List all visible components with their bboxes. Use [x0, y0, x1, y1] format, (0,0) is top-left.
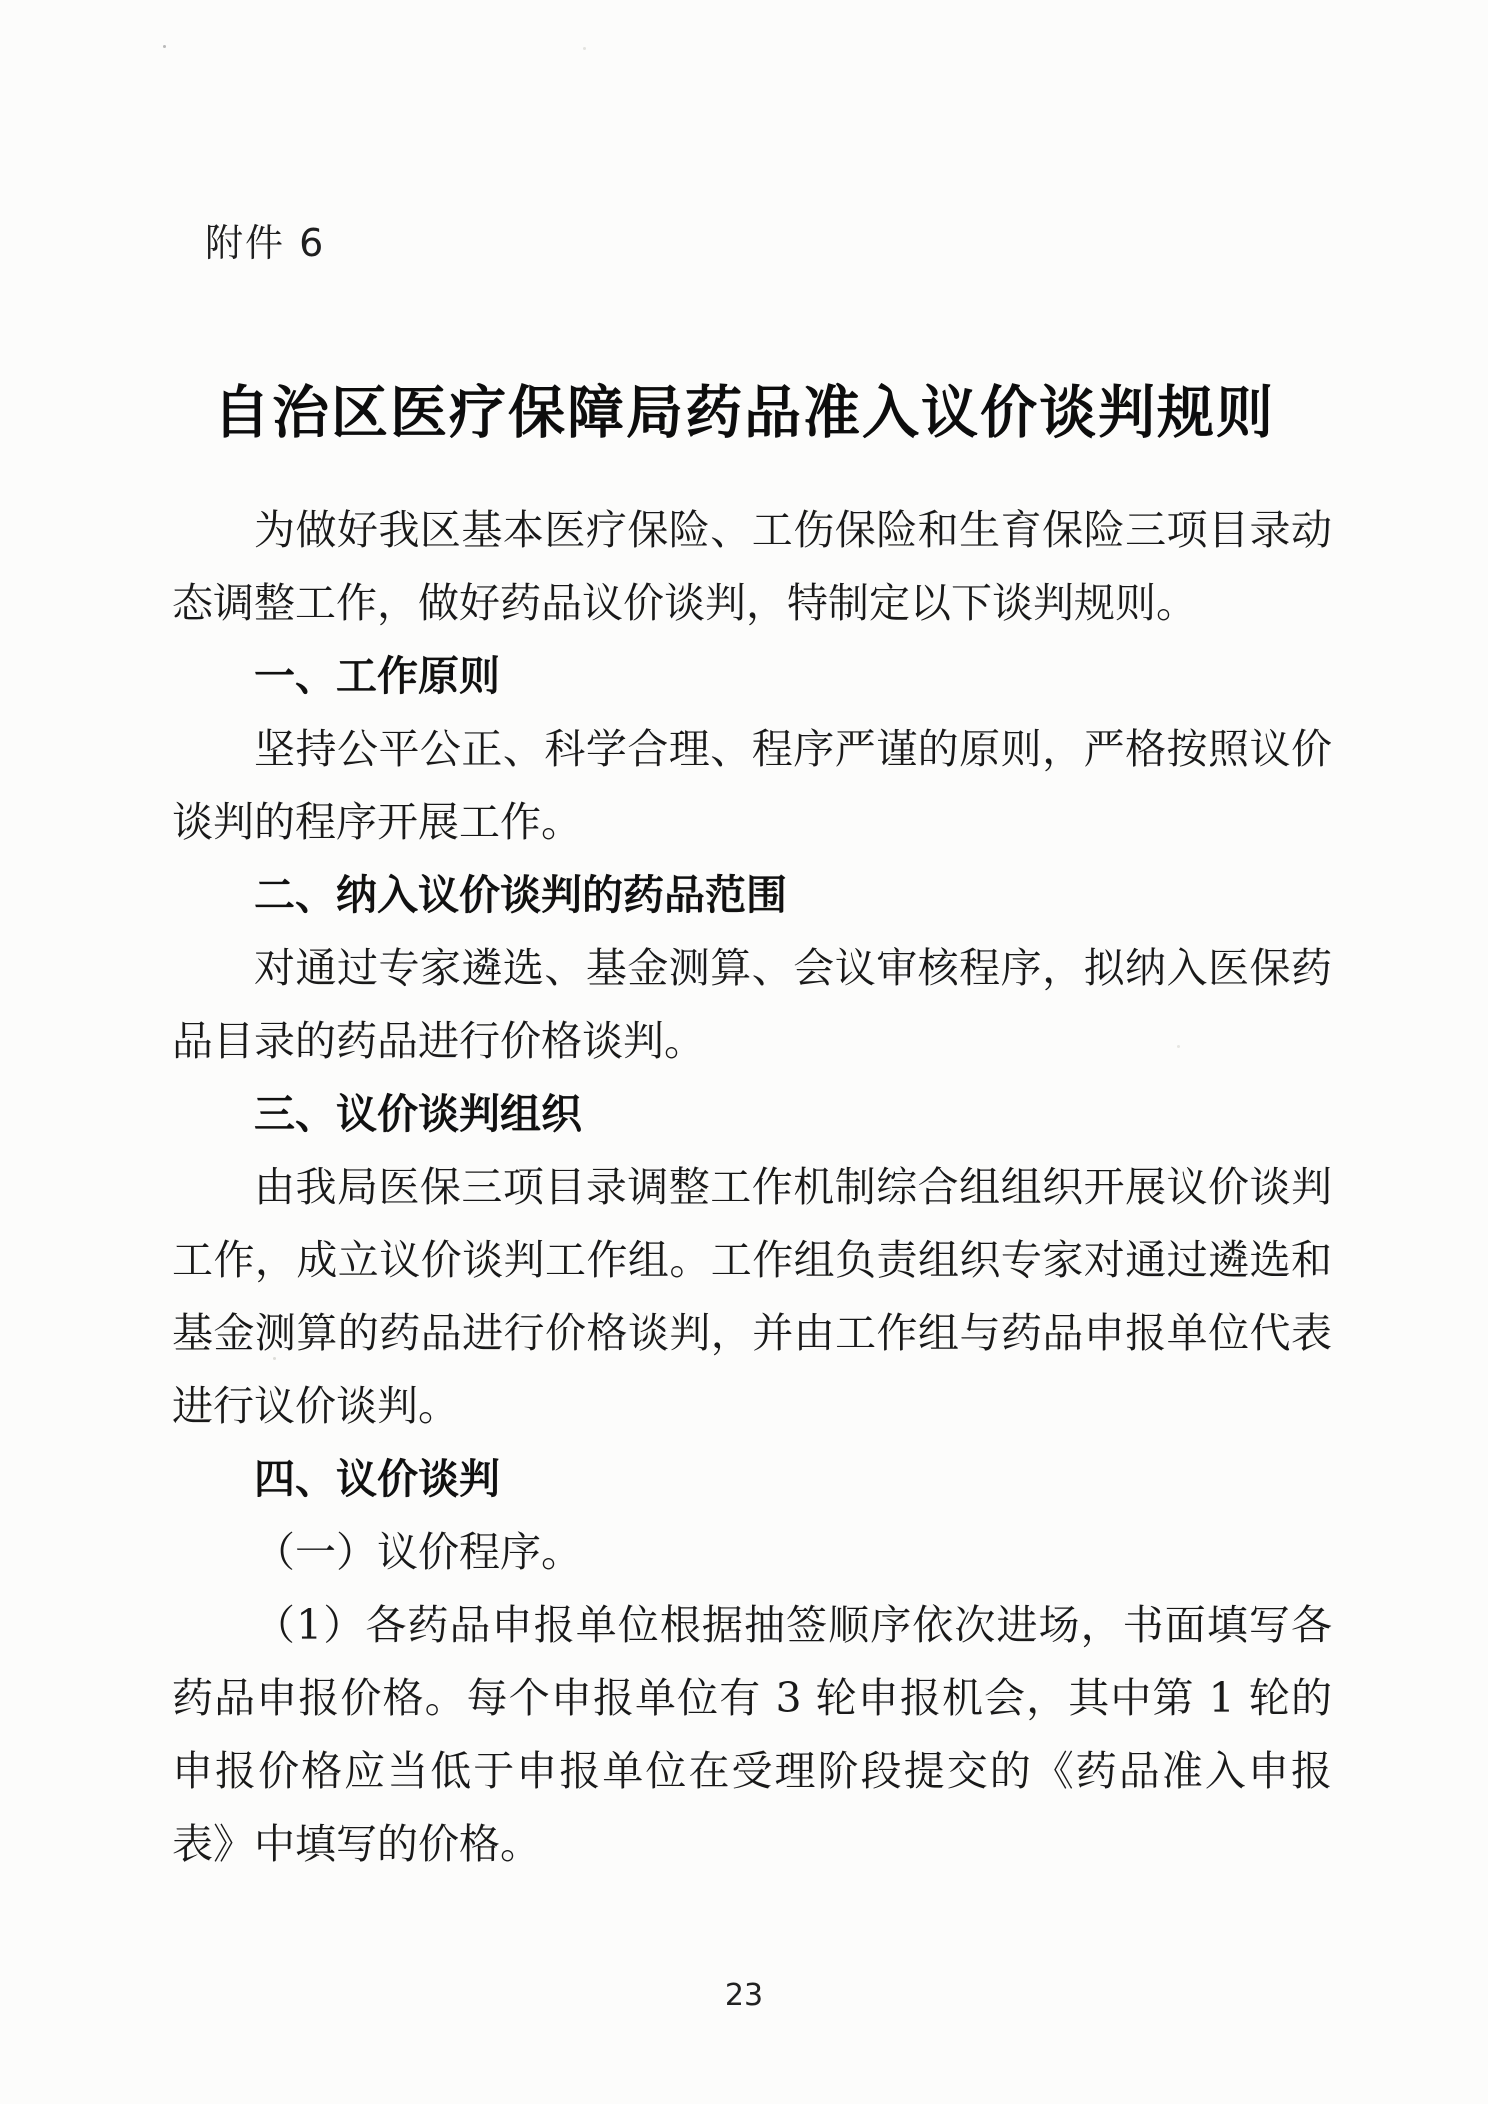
sub-heading: （一）议价程序。 — [254, 1528, 582, 1576]
page-number: 23 — [724, 1978, 764, 2013]
body-paragraph: 由我局医保三项目录调整工作机制综合组组织开展议价谈判工作，成立议价谈判工作组。工作组负责组织专家对通过遴选和基金测算的药品进行价格谈判，并由工作组与药品申报单位代表进行议价谈判。 — [172, 1163, 1332, 1430]
document-title: 自治区医疗保障局药品准入议价谈判规则 — [213, 379, 1275, 447]
section-heading: 四、议价谈判 — [254, 1455, 500, 1503]
body-paragraph: （1）各药品申报单位根据抽签顺序依次进场，书面填写各药品申报价格。每个申报单位有 3 轮申报机会，其中第 1 轮的申报价格应当低于申报单位在受理阶段提交的《药品准入申报表》中填写的价格。 — [172, 1601, 1332, 1868]
section-heading: 二、纳入议价谈判的药品范围 — [254, 871, 787, 919]
section-heading: 三、议价谈判组织 — [254, 1090, 582, 1138]
body-paragraph: 为做好我区基本医疗保险、工伤保险和生育保险三项目录动态调整工作，做好药品议价谈判，特制定以下谈判规则。 — [172, 506, 1332, 627]
section-heading: 一、工作原则 — [254, 652, 500, 700]
document-body — [172, 494, 1332, 1881]
body-paragraph: 对通过专家遴选、基金测算、会议审核程序，拟纳入医保药品目录的药品进行价格谈判。 — [172, 944, 1332, 1065]
body-paragraph: 坚持公平公正、科学合理、程序严谨的原则，严格按照议价谈判的程序开展工作。 — [172, 725, 1332, 846]
attachment-label: 附件 6 — [205, 221, 326, 265]
